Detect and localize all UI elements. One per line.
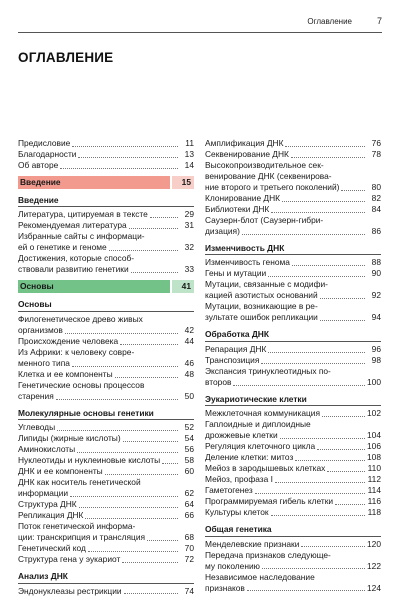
- toc-entry[interactable]: [205, 583, 381, 594]
- toc-entry[interactable]: [205, 539, 381, 550]
- toc-entry-line: [18, 253, 194, 264]
- toc-entry-page: 90: [371, 268, 381, 279]
- dot-leader: [247, 589, 365, 591]
- toc-entry-title: Экспансия тринуклеотидных по-: [205, 365, 331, 376]
- toc-entry-page: 32: [184, 242, 194, 253]
- toc-entry-title: Структура ДНК: [18, 499, 77, 510]
- toc-entry-page: 64: [184, 499, 194, 510]
- dot-leader: [285, 145, 365, 147]
- toc-entry[interactable]: [18, 455, 194, 466]
- toc-entry-page: 60: [184, 466, 194, 477]
- toc-entry-page: 120: [367, 538, 381, 549]
- toc-entry-line: [205, 419, 381, 430]
- toc-entry-title: Гаплоидные и диплоидные: [205, 419, 311, 430]
- toc-entry[interactable]: [18, 543, 194, 554]
- toc-entry-title: Генетические основы процессов: [18, 379, 145, 390]
- toc-entry-title: Саузерн-блот (Саузерн-гибри-: [205, 215, 324, 225]
- toc-entry-title: Гаметогенез: [205, 485, 253, 496]
- toc-entry-title: Мейоз в зародышевых клетках: [205, 463, 326, 474]
- part-bar-title: Основы: [18, 280, 170, 293]
- section-heading: Анализ ДНК: [18, 571, 194, 584]
- toc-entry-title: Гены и мутации: [205, 268, 267, 279]
- toc-entry[interactable]: [18, 336, 194, 347]
- toc-entry-title: ции: транскрипция и трансляция: [18, 532, 146, 543]
- toc-entry[interactable]: [18, 510, 194, 521]
- toc-entry[interactable]: [205, 496, 381, 507]
- toc-entry-title: ДНК как носитель генетической: [18, 477, 141, 488]
- page-number: 7: [376, 16, 382, 26]
- toc-entry-line: [205, 550, 381, 561]
- toc-entry-page: 50: [184, 390, 194, 401]
- dot-leader: [109, 249, 178, 251]
- dot-leader: [317, 448, 365, 450]
- dot-leader: [124, 592, 178, 594]
- toc-entry-title: Менделевские признаки: [205, 538, 300, 549]
- part-bar-page: 41: [172, 280, 194, 293]
- toc-entry-title: Передача признаков следующе-: [205, 549, 331, 560]
- toc-entry-page: 62: [184, 488, 194, 499]
- dot-leader: [65, 332, 178, 334]
- section-heading: Введение: [18, 195, 194, 208]
- page-title: ОГЛАВЛЕНИЕ: [18, 50, 114, 65]
- toc-entry-title: Из Африки: к человеку совре-: [18, 346, 135, 357]
- dot-leader: [88, 550, 178, 552]
- toc-entry[interactable]: [18, 220, 194, 231]
- toc-entry[interactable]: [205, 441, 381, 452]
- section-heading: Изменчивость ДНК: [205, 243, 381, 256]
- dot-leader: [268, 275, 365, 277]
- dot-leader: [147, 539, 178, 541]
- toc-entry-page: 102: [367, 408, 381, 419]
- dot-leader: [275, 481, 365, 483]
- toc-entry-title: Культуры клеток: [205, 507, 269, 518]
- toc-entry-title: Транспозиция: [205, 354, 260, 365]
- dot-leader: [268, 351, 365, 353]
- toc-entry-page: 72: [184, 554, 194, 565]
- toc-entry-page: 68: [184, 532, 194, 543]
- dot-leader: [295, 459, 365, 461]
- dot-leader: [261, 362, 365, 364]
- toc-entry-page: 88: [371, 257, 381, 268]
- toc-entry-page: 48: [184, 368, 194, 379]
- toc-entry[interactable]: [205, 290, 381, 301]
- toc-entry-page: 46: [184, 357, 194, 368]
- toc-entry[interactable]: [205, 463, 381, 474]
- toc-entry[interactable]: [205, 485, 381, 496]
- toc-entry-title: Программируемая гибель клетки: [205, 496, 334, 507]
- section-heading: Основы: [18, 299, 194, 312]
- toc-entry-title: Мутации, связанные с модифи-: [205, 279, 328, 290]
- toc-entry-title: Клетка и ее компоненты: [18, 368, 113, 379]
- toc-entry[interactable]: [18, 369, 194, 380]
- toc-entry-title: Клонирование ДНК: [205, 193, 281, 203]
- toc-entry-title: Регуляция клеточного цикла: [205, 441, 316, 452]
- toc-entry[interactable]: [205, 408, 381, 419]
- toc-entry-title: дизация): [205, 226, 240, 236]
- toc-entry-page: 11: [185, 138, 194, 148]
- toc-entry-page: 31: [184, 220, 194, 231]
- toc-entry-title: Секвенирование ДНК: [205, 149, 289, 159]
- toc-entry-title: старения: [18, 390, 54, 401]
- toc-entry-page: 86: [371, 226, 381, 236]
- toc-entry-page: 44: [184, 335, 194, 346]
- toc-entry-title: Избранные сайты с информаци-: [18, 231, 145, 242]
- toc-entry-title: Изменчивость генома: [205, 257, 290, 268]
- dot-leader: [262, 567, 365, 569]
- dot-leader: [60, 167, 178, 169]
- toc-entry-page: 108: [367, 452, 381, 463]
- toc-entry-line: [18, 231, 194, 242]
- toc-entry-page: 96: [371, 343, 381, 354]
- toc-entry-title: зультате ошибок репликации: [205, 312, 318, 323]
- toc-entry-page: 70: [184, 543, 194, 554]
- toc-entry-page: 106: [367, 441, 381, 452]
- dot-leader: [255, 492, 365, 494]
- toc-entry[interactable]: [205, 268, 381, 279]
- toc-entry-page: 56: [184, 444, 194, 455]
- dot-leader: [282, 200, 365, 202]
- dot-leader: [70, 495, 178, 497]
- toc-entry-page: 112: [367, 474, 381, 485]
- dot-leader: [292, 264, 365, 266]
- toc-entry-title: Филогенетическое древо живых: [18, 313, 143, 324]
- toc-entry-page: 94: [371, 312, 381, 323]
- running-head: [18, 14, 382, 33]
- toc-entry-title: Амплификация ДНК: [205, 138, 284, 148]
- toc-entry-page: 14: [184, 160, 194, 170]
- toc-entry[interactable]: [18, 586, 194, 597]
- toc-entry-page: 100: [367, 376, 381, 387]
- toc-entry-page: 76: [371, 138, 381, 148]
- toc-entry-page: 74: [184, 585, 194, 596]
- toc-entry-title: Нуклеотиды и нуклеиновые кислоты: [18, 455, 161, 466]
- toc-entry-title: Благодарности: [18, 149, 77, 159]
- toc-entry[interactable]: [18, 488, 194, 499]
- toc-entry-line: [205, 171, 381, 182]
- dot-leader: [301, 545, 365, 547]
- toc-entry-title: Репликация ДНК: [18, 510, 84, 521]
- toc-entry[interactable]: [205, 377, 381, 388]
- toc-entry-line: [18, 477, 194, 488]
- section-heading: Эукариотические клетки: [205, 394, 381, 407]
- dot-leader: [79, 506, 178, 508]
- part-bar-intro[interactable]: [18, 176, 194, 189]
- toc-entry-title: Мутации, возникающие в ре-: [205, 301, 318, 312]
- dot-leader: [72, 365, 178, 367]
- toc-entry-title: Мейоз, профаза I: [205, 474, 273, 485]
- toc-entry-title: организмов: [18, 324, 63, 335]
- dot-leader: [150, 216, 178, 218]
- toc-entry[interactable]: [205, 430, 381, 441]
- toc-entry[interactable]: [18, 138, 194, 149]
- toc-entry[interactable]: [18, 466, 194, 477]
- toc-entry[interactable]: [205, 344, 381, 355]
- toc-entry-page: 13: [184, 149, 194, 159]
- toc-entry[interactable]: [205, 561, 381, 572]
- toc-entry[interactable]: [18, 264, 194, 275]
- toc-entry[interactable]: [18, 209, 194, 220]
- toc-entry-page: 52: [184, 422, 194, 433]
- toc-entry-title: Библиотеки ДНК: [205, 204, 270, 214]
- toc-entry-title: Углеводы: [18, 422, 56, 433]
- toc-entry[interactable]: [205, 226, 381, 237]
- toc-entry-title: ей о генетике и геноме: [18, 242, 107, 253]
- toc-entry-title: му поколению: [205, 560, 260, 571]
- toc-entry-title: кацией азотистых оснований: [205, 290, 318, 301]
- toc-entry-title: Деление клетки: митоз: [205, 452, 294, 463]
- toc-entry-page: 84: [371, 204, 381, 214]
- dot-leader: [233, 384, 365, 386]
- part-bar-title: Введение: [18, 176, 170, 189]
- toc-entry-title: Генетический код: [18, 543, 86, 554]
- dot-leader: [56, 398, 178, 400]
- toc-entry-page: 116: [367, 496, 381, 507]
- dot-leader: [280, 437, 365, 439]
- toc-entry-page: 42: [184, 324, 194, 335]
- part-bar-basics[interactable]: [18, 280, 194, 293]
- toc-entry[interactable]: [205, 257, 381, 268]
- toc-entry[interactable]: [18, 325, 194, 336]
- dot-leader: [271, 514, 365, 516]
- dot-leader: [242, 233, 365, 235]
- toc-entry-title: Достижения, которые способ-: [18, 253, 135, 264]
- toc-entry[interactable]: [18, 242, 194, 253]
- toc-entry-page: 78: [371, 149, 381, 159]
- dot-leader: [162, 462, 178, 464]
- toc-entry-title: Об авторе: [18, 160, 59, 170]
- toc-entry-page: 66: [184, 510, 194, 521]
- toc-entry[interactable]: [205, 507, 381, 518]
- toc-entry[interactable]: [18, 444, 194, 455]
- toc-entry-line: [205, 572, 381, 583]
- dot-leader: [122, 561, 178, 563]
- dot-leader: [78, 156, 178, 158]
- toc-entry-page: 92: [371, 290, 381, 301]
- toc-entry-line: [205, 160, 381, 171]
- toc-left-column: [18, 138, 194, 597]
- toc-entry-title: Литература, цитируемая в тексте: [18, 209, 148, 220]
- dot-leader: [341, 189, 365, 191]
- toc-entry-title: Репарация ДНК: [205, 343, 267, 354]
- dot-leader: [57, 429, 178, 431]
- toc-entry-line: [205, 215, 381, 226]
- toc-entry-page: 98: [371, 354, 381, 365]
- toc-entry-page: 114: [367, 485, 381, 496]
- toc-entry[interactable]: [205, 204, 381, 215]
- dot-leader: [131, 271, 178, 273]
- toc-entry[interactable]: [205, 193, 381, 204]
- toc-entry-page: 118: [367, 507, 381, 518]
- toc-entry-title: Липиды (жирные кислоты): [18, 433, 121, 444]
- toc-entry[interactable]: [18, 149, 194, 160]
- toc-entry-title: Эндонуклеазы рестрикции: [18, 585, 122, 596]
- toc-entry-title: информации: [18, 488, 69, 499]
- toc-entry[interactable]: [18, 532, 194, 543]
- dot-leader: [105, 473, 178, 475]
- toc-entry[interactable]: [205, 182, 381, 193]
- dot-leader: [320, 297, 365, 299]
- dot-leader: [271, 211, 365, 213]
- dot-leader: [327, 470, 365, 472]
- toc-entry-page: 33: [184, 264, 194, 275]
- part-bar-page: 15: [172, 176, 194, 189]
- toc-entry-title: Высокопроизводительное сек-: [205, 160, 324, 170]
- toc-entry-title: дрожжевые клетки: [205, 430, 278, 441]
- toc-entry-page: 58: [184, 455, 194, 466]
- dot-leader: [129, 227, 178, 229]
- toc-entry-title: Структура гена у эукариот: [18, 554, 121, 565]
- toc-entry-page: 110: [367, 463, 381, 474]
- section-heading: Обработка ДНК: [205, 329, 381, 342]
- toc-entry[interactable]: [18, 433, 194, 444]
- toc-entry[interactable]: [205, 452, 381, 463]
- toc-entry-page: 124: [367, 582, 381, 593]
- toc-entry-title: Независимое наследование: [205, 571, 315, 582]
- dot-leader: [291, 156, 365, 158]
- toc-entry-page: 54: [184, 433, 194, 444]
- toc-entry-title: венирование ДНК (секвенирова-: [205, 171, 332, 181]
- toc-entry-title: ние второго и третьего поколений): [205, 182, 340, 192]
- toc-entry-line: [18, 314, 194, 325]
- toc-entry-title: Поток генетической информа-: [18, 521, 136, 532]
- toc-entry[interactable]: [18, 499, 194, 510]
- toc-entry-page: 122: [367, 560, 381, 571]
- dot-leader: [72, 145, 178, 147]
- toc-entry[interactable]: [205, 355, 381, 366]
- dot-leader: [120, 343, 178, 345]
- toc-entry[interactable]: [205, 149, 381, 160]
- toc-entry[interactable]: [205, 312, 381, 323]
- toc-entry[interactable]: [205, 474, 381, 485]
- toc-entry-line: [18, 521, 194, 532]
- dot-leader: [115, 376, 178, 378]
- dot-leader: [85, 517, 178, 519]
- toc-entry-title: второв: [205, 376, 232, 387]
- toc-entry[interactable]: [18, 422, 194, 433]
- toc-entry-page: 80: [371, 182, 381, 192]
- toc-entry-title: ДНК и ее компоненты: [18, 466, 103, 477]
- dot-leader: [335, 503, 365, 505]
- toc-entry-line: [18, 347, 194, 358]
- toc-entry-title: признаков: [205, 582, 245, 593]
- section-heading: Молекулярные основы генетики: [18, 408, 194, 421]
- toc-entry[interactable]: [18, 160, 194, 171]
- toc-right-column: [205, 138, 381, 594]
- toc-entry[interactable]: [205, 138, 381, 149]
- toc-entry[interactable]: [18, 554, 194, 565]
- toc-entry[interactable]: [18, 391, 194, 402]
- toc-entry-page: 104: [367, 430, 381, 441]
- toc-entry-line: [205, 366, 381, 377]
- toc-entry-line: [18, 380, 194, 391]
- toc-entry-page: 82: [371, 193, 381, 203]
- toc-entry-title: ствовали развитию генетики: [18, 264, 129, 275]
- toc-entry-title: Происхождение человека: [18, 335, 119, 346]
- toc-entry-title: Предисловие: [18, 138, 71, 148]
- section-heading: Общая генетика: [205, 524, 381, 537]
- toc-entry-title: Аминокислоты: [18, 444, 76, 455]
- toc-entry-title: менного типа: [18, 357, 70, 368]
- toc-entry[interactable]: [18, 358, 194, 369]
- running-head-title: Оглавление: [307, 17, 352, 26]
- dot-leader: [322, 415, 365, 417]
- dot-leader: [123, 440, 178, 442]
- dot-leader: [77, 451, 178, 453]
- toc-entry-line: [205, 279, 381, 290]
- toc-entry-line: [205, 301, 381, 312]
- toc-entry-title: Рекомендуемая литература: [18, 220, 127, 231]
- dot-leader: [320, 319, 365, 321]
- toc-entry-title: Межклеточная коммуникация: [205, 408, 321, 419]
- toc-entry-page: 29: [184, 209, 194, 220]
